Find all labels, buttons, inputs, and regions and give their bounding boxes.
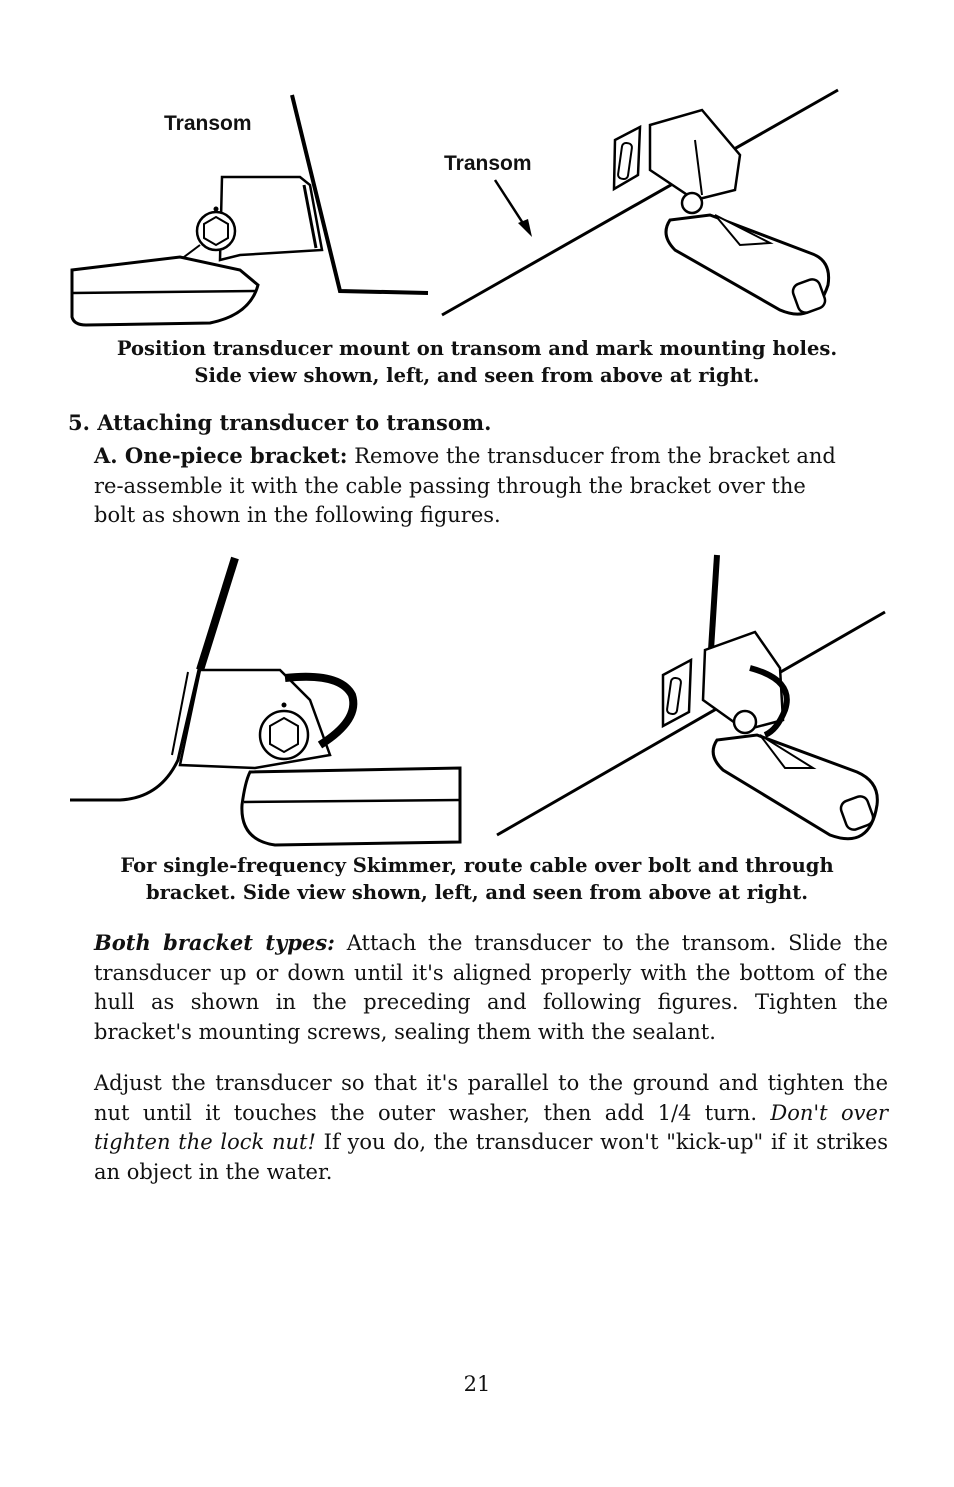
one-piece-label: A. One-piece bracket: [94,443,348,468]
one-piece-text1: Remove the transducer from the bracket and [354,444,836,468]
one-piece-line1 [94,441,888,472]
figure1-caption-line1: Position transducer mount on transom and mark mounting holes. [116,337,838,360]
adjust-text-before: Adjust the transducer so that it's parallel to the ground and tighten the nut until it touches the outer washer, then add 1/4 turn. [94,1071,888,1125]
figure2-caption-line2: bracket. Side view shown, left, and seen from above at right. [145,881,809,904]
transom-label-left: Transom [164,112,252,135]
adjust-text-after: If you do, the transducer won't "kick-up" if it strikes an object in the water. [94,1130,888,1184]
figure1-caption [60,335,894,389]
step5-heading: 5. Attaching transducer to transom. [68,410,492,435]
both-bracket-types-text: Attach the transducer to the transom. Slide the transducer up or down until it's aligned properly with the bottom of the hull as shown in the preceding and following figures. Tighten the bracket's mounting screws, sealing them with the sealant. [94,931,888,1044]
figure2-top-view-illustration [495,550,895,845]
adjust-paragraph [94,1069,888,1187]
both-bracket-types-label: Both bracket types: [94,930,335,955]
figure2-side-view-illustration [60,550,470,850]
one-piece-line3: bolt as shown in the following figures. [94,503,501,527]
both-bracket-types-paragraph [94,928,888,1047]
figure1-caption-line2: Side view shown, left, and seen from above at right. [194,364,760,387]
adjust-italic-warning: Don't over tighten the lock nut! [94,1100,888,1154]
figure1-top-view-illustration [440,85,840,330]
one-piece-bracket-paragraph [94,441,888,531]
one-piece-line2: re-assemble it with the cable passing through the bracket over the [94,473,806,498]
figure2-caption [60,852,894,906]
page-number: 21 [463,1372,491,1396]
transom-label-right: Transom [444,152,532,175]
figure2-caption-line1: For single-frequency Skimmer, route cable over bolt and through [120,854,834,877]
